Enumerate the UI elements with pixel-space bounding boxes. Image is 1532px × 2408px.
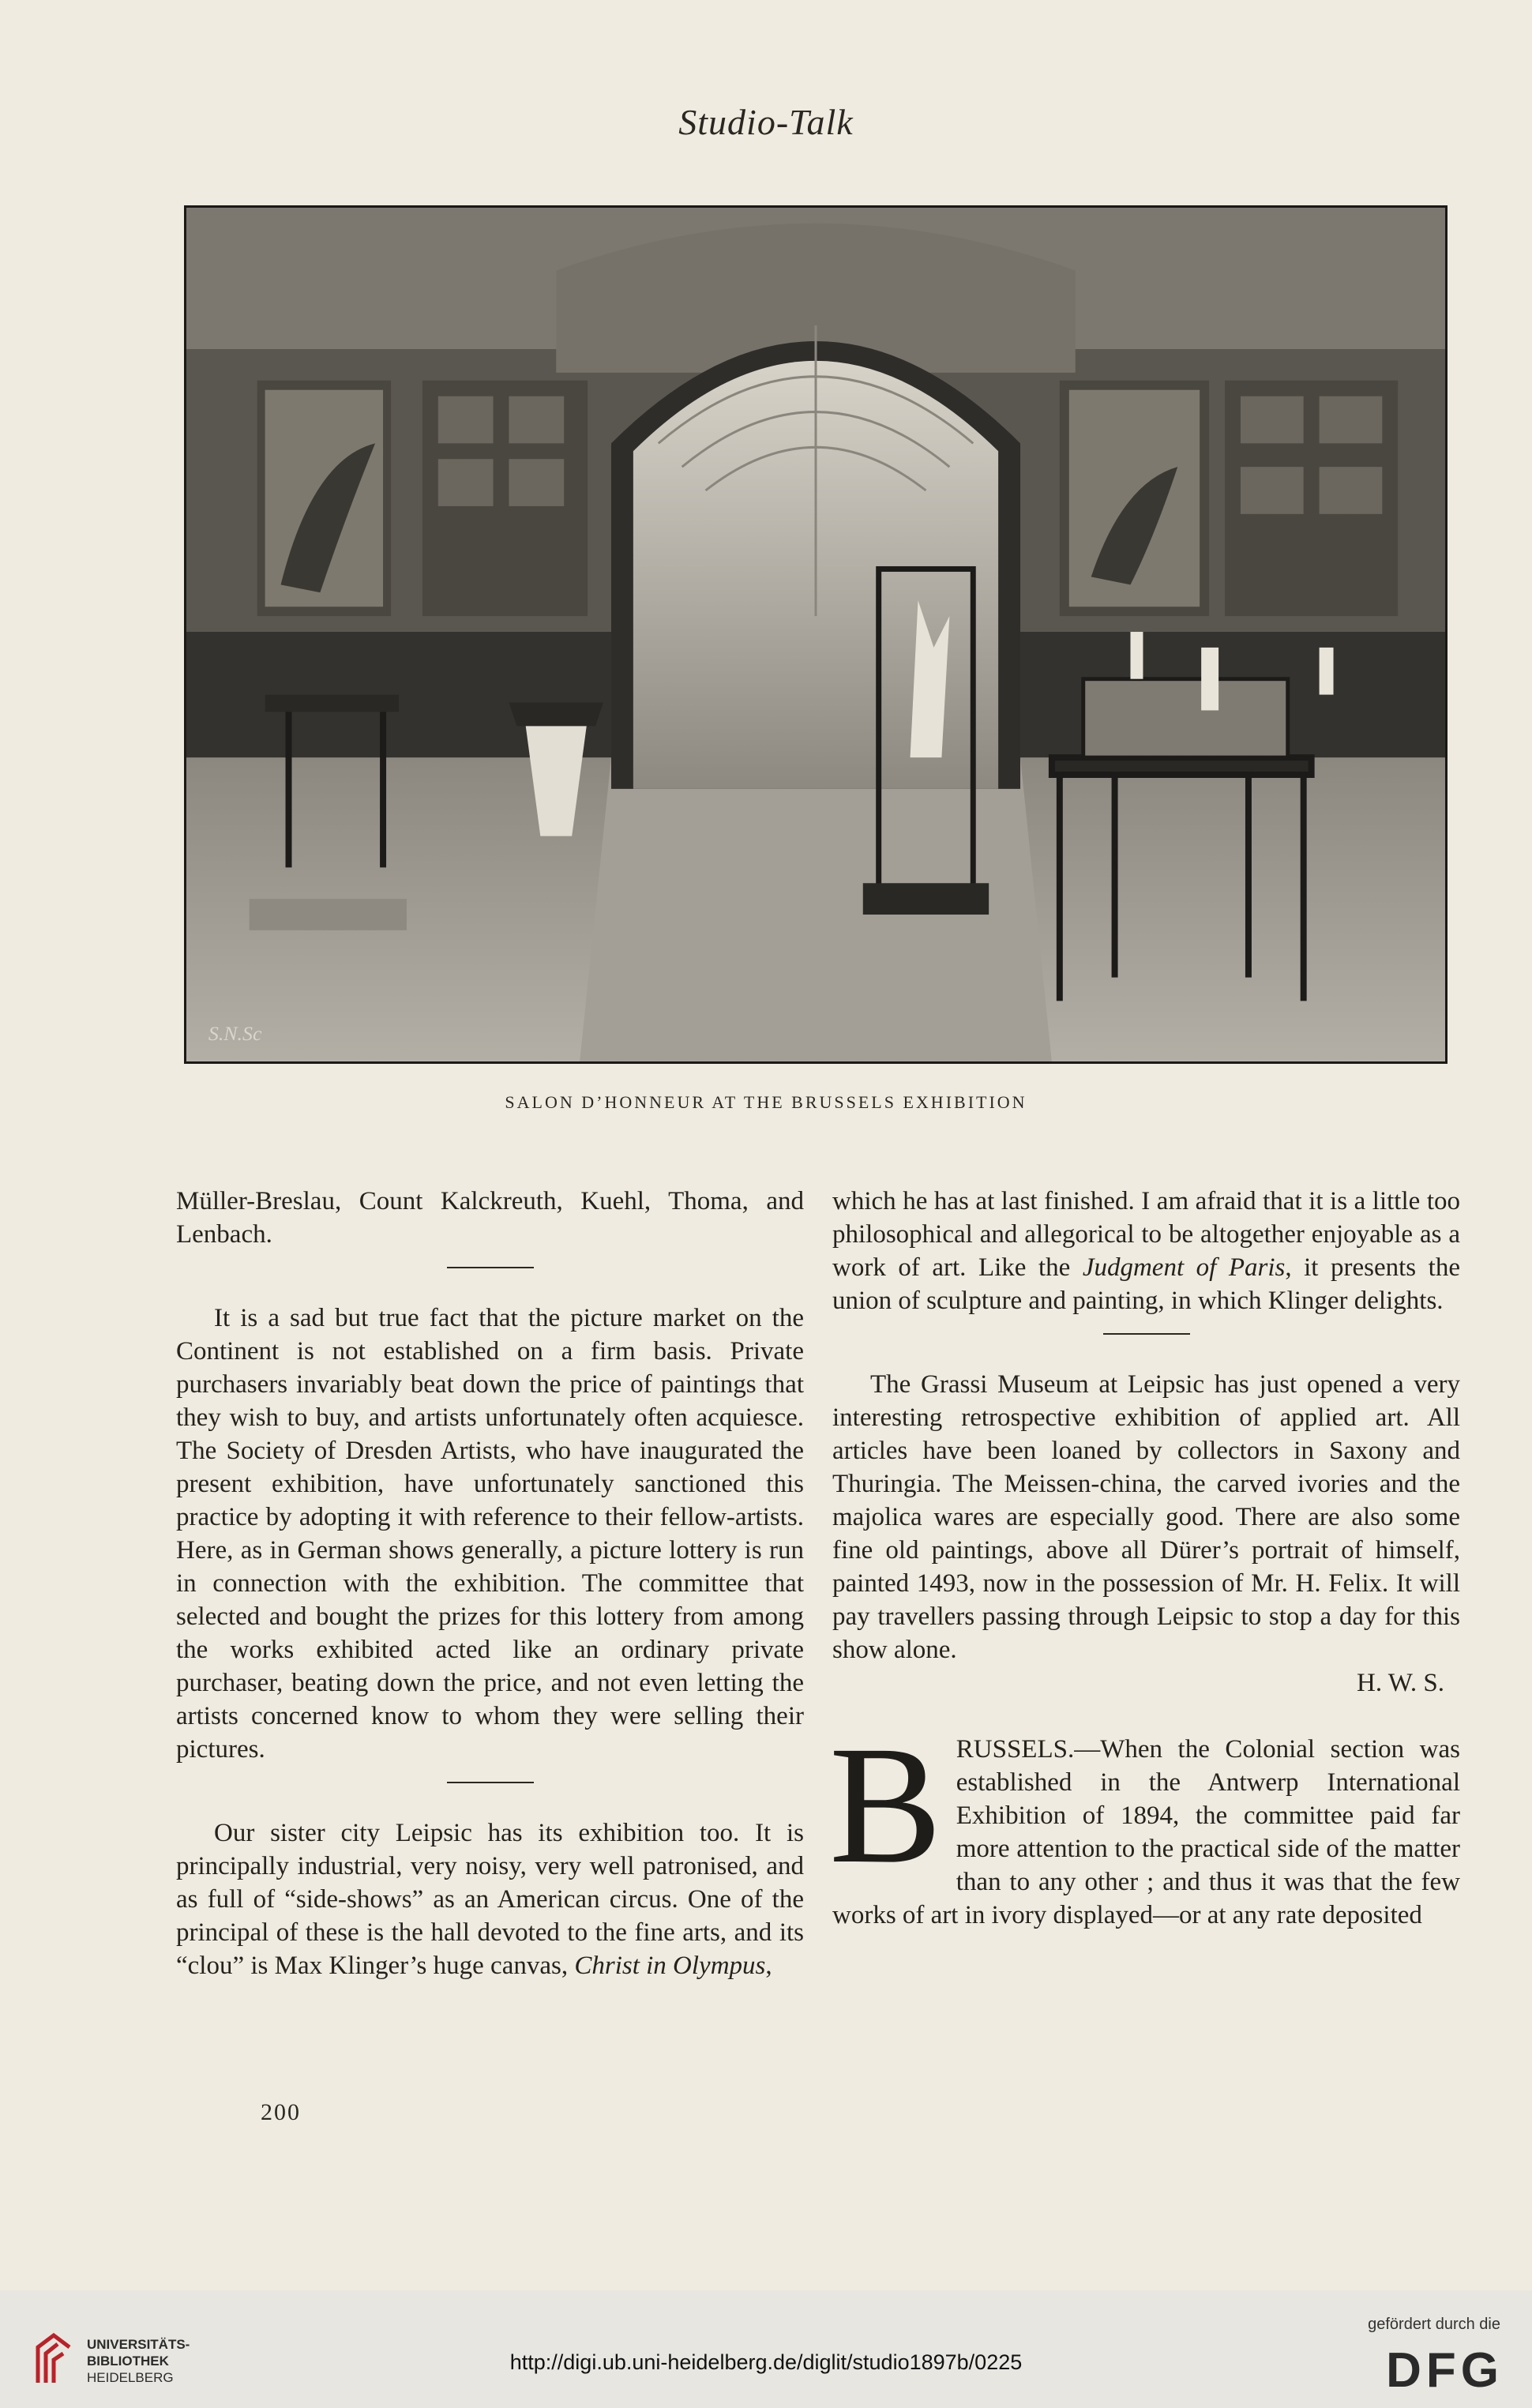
page-number: 200 bbox=[261, 2099, 301, 2125]
drop-cap: B bbox=[829, 1711, 942, 1899]
section-divider bbox=[447, 1267, 534, 1268]
funder-logo: DFG bbox=[1386, 2343, 1504, 2398]
author-signature: H. W. S. bbox=[1357, 1669, 1444, 1697]
paragraph: Müller-Breslau, Count Kalckreuth, Kuehl, Thoma, and Lenbach. bbox=[176, 1187, 804, 1249]
left-column bbox=[176, 1185, 804, 1982]
paragraph: which he has at last finished. I am afraid that it is a little too philosophical and allegorical to be altogether enjoyable as a work of art. Like the Judgment of Paris, it presents the union of sculpture and painting, in which Klinger delights. bbox=[832, 1187, 1460, 1315]
paragraph: The Grassi Museum at Leipsic has just opened a very interesting retrospective exhibition of applied art. All articles have been loaned by collectors in Saxony and Thuringia. The Meissen-china, the carved ivories and the majolica wares are especially good. There are also some fine old paintings, above all Dürer’s portrait of himself, painted 1493, now in the possession of Mr. H. Felix. It will pay travellers passing through Leipsic to stop a day for this show alone. bbox=[832, 1370, 1460, 1664]
salon-illustration bbox=[186, 208, 1445, 1061]
paragraph: It is a sad but true fact that the picture market on the Continent is not established on a firm basis. Private purchasers invariably beat down the price of paintings that they wish to buy, and artists unfortunately often acquiesce. The Society of Dresden Artists, who have inaugurated the present exhibition, have unfortunately sanctioned this practice by adopting it with reference to their fellow-artists. Here, as in German shows generally, a picture lottery is run in connection with the exhibition. The committee that selected and bought the prizes for this lottery from among the works exhibited acted like an ordinary private purchaser, beating down the price, and not even letting the artists concerned know to whom they were selling their pictures. bbox=[176, 1304, 804, 1764]
library-name: UNIVERSITÄTS- BIBLIOTHEK HEIDELBERG bbox=[87, 2337, 190, 2385]
permalink-url[interactable]: http://digi.ub.uni-heidelberg.de/diglit/studio1897b/0225 bbox=[509, 2350, 1023, 2374]
right-column bbox=[829, 1185, 1460, 1932]
photo-monogram: S.N.Sc bbox=[208, 1022, 262, 1046]
section-divider bbox=[1103, 1333, 1190, 1335]
paragraph: BRUSSELS.—When the Colonial section was established in the Antwerp International Exhibition of 1894, the committee paid far more attention to the practical side of the matter than to any other ; and thus it was that the few works of art in ivory displayed—or at any rate deposited bbox=[829, 1711, 1460, 1929]
running-title: Studio-Talk bbox=[678, 102, 854, 142]
artwork-title: Christ in Olympus bbox=[574, 1952, 766, 1980]
digitization-footer bbox=[0, 2290, 1532, 2408]
paragraph: Our sister city Leipsic has its exhibition too. It is principally industrial, very noisy, very well patronised, and as full of “side-shows” as an American circus. One of the principal of these is the hall devoted to the fine arts, and its “clou” is Max Klinger’s huge canvas, Christ in Olympus, bbox=[176, 1819, 804, 1980]
figure-caption: SALON D’HONNEUR AT THE BRUSSELS EXHIBITION bbox=[505, 1092, 1027, 1112]
artwork-title: Judgment of Paris bbox=[1082, 1253, 1286, 1282]
section-divider bbox=[447, 1782, 534, 1783]
funding-note: gefördert durch die bbox=[1368, 2316, 1500, 2333]
exhibition-photograph bbox=[184, 205, 1448, 1064]
